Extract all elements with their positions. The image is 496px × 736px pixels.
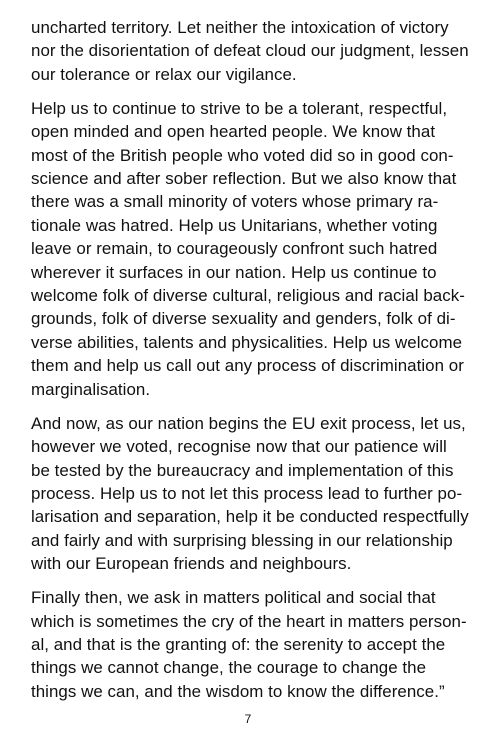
text-line: science and after sober reflection. But we also know that <box>31 169 457 189</box>
text-line: verse abilities, talents and physicalities. Help us welcome <box>31 332 463 352</box>
text-line: Help us to continue to strive to be a tolerant, respectful, <box>31 98 448 118</box>
text-line: And now, as our nation begins the EU exit process, let us, <box>31 413 466 433</box>
text-line: al, and that is the granting of: the serenity to accept the <box>31 634 446 654</box>
text-line: most of the British people who voted did so in good con- <box>31 145 454 165</box>
paragraph-1 <box>31 16 471 86</box>
body-text <box>31 16 471 714</box>
text-line: them and help us call out any process of discrimination or <box>31 356 464 376</box>
text-line: with our European friends and neighbours. <box>31 554 352 574</box>
text-line: process. Help us to not let this process lead to further po- <box>31 483 463 503</box>
text-line: be tested by the bureaucracy and implementation of this <box>31 460 454 480</box>
text-line: welcome folk of diverse cultural, religious and racial back- <box>31 286 465 306</box>
text-line: and fairly and with surprising blessing in our relationship <box>31 530 453 550</box>
text-line: grounds, folk of diverse sexuality and genders, folk of di- <box>31 309 456 329</box>
text-line: Finally then, we ask in matters political and social that <box>31 588 436 608</box>
page-number: 7 <box>244 712 252 726</box>
text-line: open minded and open hearted people. We know that <box>31 122 436 142</box>
text-line: things we cannot change, the courage to change the <box>31 658 427 678</box>
text-line: however we voted, recognise now that our patience will <box>31 437 447 457</box>
text-line: there was a small minority of voters whose primary ra- <box>31 192 439 212</box>
paragraph-3 <box>31 412 471 576</box>
text-line: nor the disorientation of defeat cloud our judgment, lessen <box>31 41 469 61</box>
text-line: our tolerance or relax our vigilance. <box>31 64 297 84</box>
text-line: larisation and separation, help it be conducted respectfully <box>31 507 469 527</box>
paragraph-4 <box>31 586 471 703</box>
text-line: marginalisation. <box>31 379 151 399</box>
text-line: things we can, and the wisdom to know the difference.” <box>31 681 445 701</box>
text-line: tionale was hatred. Help us Unitarians, whether voting <box>31 215 438 235</box>
paragraph-2 <box>31 97 471 401</box>
text-line: uncharted territory. Let neither the intoxication of victory <box>31 18 449 37</box>
text-line: leave or remain, to courageously confront such hatred <box>31 239 438 259</box>
text-line: which is sometimes the cry of the heart in matters person- <box>31 611 467 631</box>
text-line: wherever it surfaces in our nation. Help us continue to <box>31 262 437 282</box>
